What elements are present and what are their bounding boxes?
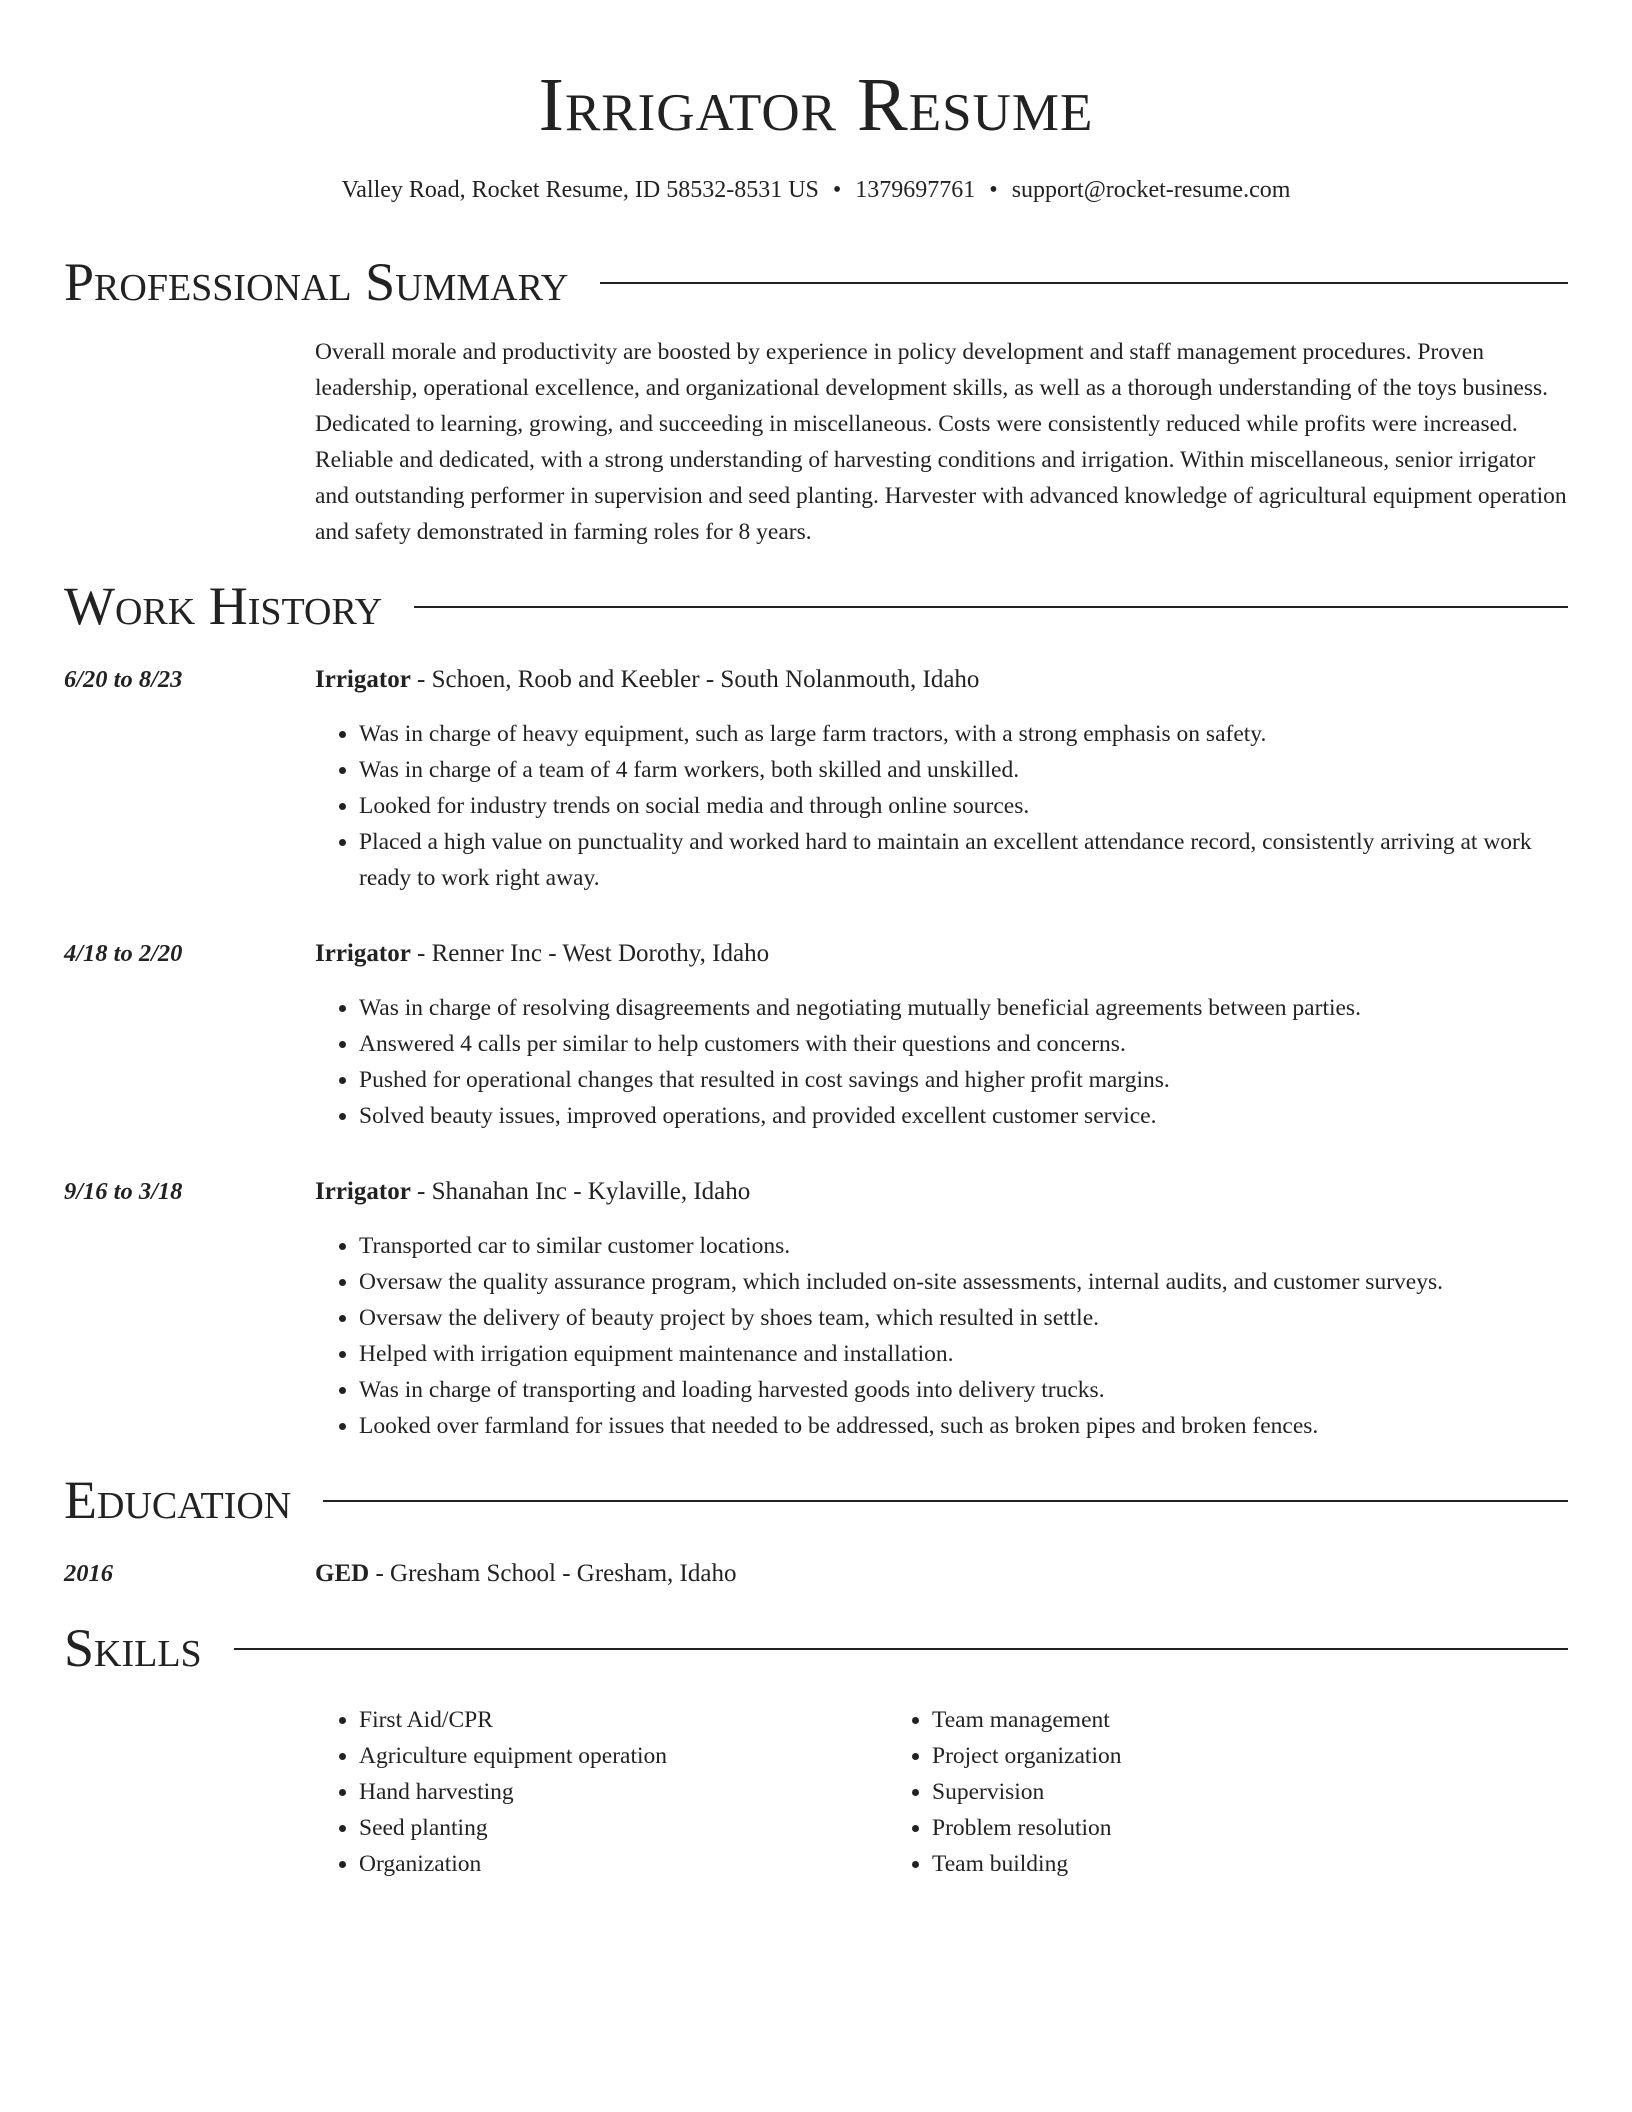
job-bullets	[315, 990, 1568, 1134]
job-body	[315, 1174, 1568, 1444]
job-bullets	[315, 1228, 1568, 1444]
job-entry	[64, 662, 1568, 896]
skill-item: • Organization	[359, 1846, 888, 1882]
contact-separator: •	[989, 177, 998, 203]
education-degree: GED	[315, 1560, 370, 1587]
job-bullet: • Answered 4 calls per similar to help customers with their questions and concerns.	[359, 1026, 1568, 1062]
section-divider	[600, 282, 1568, 284]
work-section-title: Work History	[64, 576, 383, 636]
skills-list	[315, 1702, 1568, 1882]
skill-item: • Problem resolution	[932, 1810, 1461, 1846]
contact-address: Valley Road, Rocket Resume, ID 58532-8531 US	[341, 177, 819, 203]
skills-section-header	[64, 1616, 1568, 1680]
summary-section-header	[64, 250, 1568, 314]
skill-item: • Team management	[932, 1702, 1461, 1738]
job-bullet: • Pushed for operational changes that resulted in cost savings and higher profit margins.	[359, 1062, 1568, 1098]
job-bullet: • Was in charge of a team of 4 farm workers, both skilled and unskilled.	[359, 752, 1568, 788]
skills-section-title: Skills	[64, 1618, 202, 1678]
job-details: - Renner Inc - West Dorothy, Idaho	[410, 940, 770, 967]
job-entry	[64, 1174, 1568, 1444]
contact-line	[64, 174, 1568, 206]
job-role: Irrigator	[315, 940, 411, 967]
summary-text: Overall morale and productivity are boosted by experience in policy development and staff management procedures. Proven leadership, operational excellence, and organizational development skills, as well as a thorough understanding of the toys business. Dedicated to learning, growing, and succeeding in miscellaneous. Costs were consistently reduced while profits were increased. Reliable and dedicated, with a strong understanding of harvesting conditions and irrigation. Within miscellaneous, senior irrigator and outstanding performer in supervision and seed planting. Harvester with advanced knowledge of agricultural equipment operation and safety demonstrated in farming roles for 8 years.	[315, 339, 1567, 545]
skill-item: • Project organization	[932, 1738, 1461, 1774]
education-section-header	[64, 1468, 1568, 1532]
education-year: 2016	[64, 1560, 113, 1587]
education-section-title: Education	[64, 1470, 292, 1530]
job-role: Irrigator	[315, 1178, 411, 1205]
skills-column-right	[888, 1702, 1461, 1882]
job-body	[315, 936, 1568, 1134]
job-bullet: • Helped with irrigation equipment maintenance and installation.	[359, 1336, 1568, 1372]
skills-column-left	[315, 1702, 888, 1882]
skill-item: • Team building	[932, 1846, 1461, 1882]
job-details: - Shanahan Inc - Kylaville, Idaho	[410, 1178, 751, 1205]
skill-item: • Supervision	[932, 1774, 1461, 1810]
education-details: - Gresham School - Gresham, Idaho	[369, 1560, 737, 1587]
education-entry	[64, 1556, 1568, 1592]
work-section-header	[64, 574, 1568, 638]
job-body	[315, 662, 1568, 896]
job-bullet: • Was in charge of transporting and loading harvested goods into delivery trucks.	[359, 1372, 1568, 1408]
job-bullets	[315, 716, 1568, 896]
job-title-line	[315, 1174, 1568, 1210]
job-dates: 9/16 to 3/18	[64, 1178, 183, 1205]
contact-email: support@rocket-resume.com	[1011, 177, 1291, 203]
job-bullet: • Was in charge of resolving disagreements and negotiating mutually beneficial agreements between parties.	[359, 990, 1568, 1026]
job-bullet: • Looked for industry trends on social media and through online sources.	[359, 788, 1568, 824]
resume-title: Irrigator Resume	[538, 63, 1094, 147]
job-role: Irrigator	[315, 666, 411, 693]
job-title-line	[315, 662, 1568, 698]
skill-item: • First Aid/CPR	[359, 1702, 888, 1738]
section-divider	[414, 606, 1568, 608]
job-bullet: • Oversaw the delivery of beauty project by shoes team, which resulted in settle.	[359, 1300, 1568, 1336]
section-divider	[234, 1648, 1568, 1650]
job-dates: 4/18 to 2/20	[64, 940, 183, 967]
job-dates: 6/20 to 8/23	[64, 666, 183, 693]
summary-section-title: Professional Summary	[64, 252, 569, 312]
job-title-line	[315, 936, 1568, 972]
section-divider	[323, 1500, 1568, 1502]
skill-item: • Seed planting	[359, 1810, 888, 1846]
job-bullet: • Was in charge of heavy equipment, such as large farm tractors, with a strong emphasis on safety.	[359, 716, 1568, 752]
job-bullet: • Looked over farmland for issues that needed to be addressed, such as broken pipes and broken fences.	[359, 1408, 1568, 1444]
skill-item: • Hand harvesting	[359, 1774, 888, 1810]
job-bullet: • Transported car to similar customer locations.	[359, 1228, 1568, 1264]
skill-item: • Agriculture equipment operation	[359, 1738, 888, 1774]
job-entry	[64, 936, 1568, 1134]
contact-phone: 1379697761	[855, 177, 976, 203]
contact-separator: •	[832, 177, 842, 203]
job-bullet: • Oversaw the quality assurance program, which included on-site assessments, internal audits, and customer surveys.	[359, 1264, 1568, 1300]
job-bullet: • Placed a high value on punctuality and worked hard to maintain an excellent attendance record, consistently arriving at work ready to work right away.	[359, 824, 1568, 896]
education-line	[315, 1556, 736, 1592]
job-details: - Schoen, Roob and Keebler - South Nolanmouth, Idaho	[410, 666, 980, 693]
job-bullet: • Solved beauty issues, improved operations, and provided excellent customer service.	[359, 1098, 1568, 1134]
